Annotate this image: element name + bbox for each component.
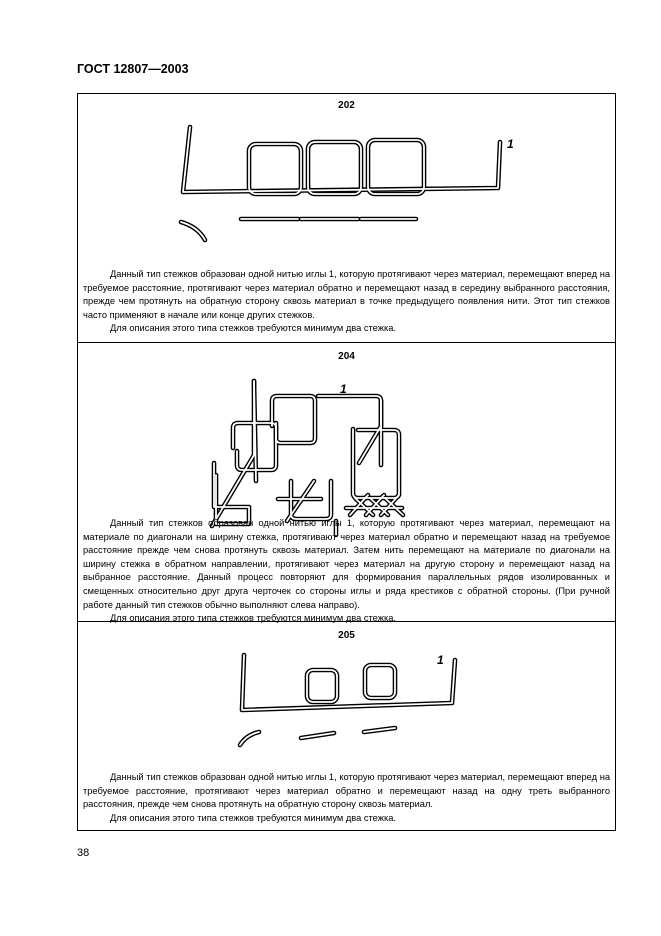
description-note: Для описания этого типа стежков требуются минимум два стежка. <box>110 613 396 624</box>
stitch-table <box>77 93 616 831</box>
needle-thread-label: 1 <box>507 137 514 151</box>
description-paragraph: Данный тип стежков образован одной нитью иглы 1, которую протягивают через материал, перемещают вперед на требуемое расстояние, протягивают через материал обратно и перемещают назад на одну треть выбранного расстояния, прежде чем снова протянуть на обратную сторону сквозь материал. <box>83 772 610 810</box>
section-204 <box>78 343 615 624</box>
stitch-205-diagram <box>78 622 615 762</box>
page-number: 38 <box>77 847 90 859</box>
stitch-204-diagram <box>78 343 615 513</box>
description-paragraph: Данный тип стежков образован одной нитью иглы 1, которую протягивают через материал, перемещают на материале по диагонали на ширину стежка, протягивают через материал обратно и перемещают назад на требуемое расстояние прежде чем снова протянуть сквозь материал. Затем нить перемещают на материале по диагонали на ширину стежка в обратном направлении, протягивают через материал на другую сторону и перемещают назад на выбранное расстояние. Данный процесс повторяют для формирования параллельных рядов изолированных и смещенных относительно друг друга черточек со стороны иглы и ряда крестиков с обратной стороны. (При ручной работе данный тип стежков обычно выполняют слева направо). <box>83 518 610 610</box>
description-paragraph: Данный тип стежков образован одной нитью иглы 1, которую протягивают через материал, перемещают вперед на требуемое расстояние, протягивают через материал обратно и перемещают назад в середину выбранного расстояния, прежде чем протянуть на обратную сторону сквозь материал в точке предыдущего появления нити. Этот тип стежков часто применяют в начале или конце других стежков. <box>83 269 610 320</box>
stitch-202-diagram <box>78 94 615 254</box>
stitch-number: 205 <box>338 630 355 641</box>
description-note: Для описания этого типа стежков требуются минимум два стежка. <box>110 323 396 334</box>
needle-thread-label: 1 <box>437 653 444 667</box>
needle-thread-label: 1 <box>340 382 347 396</box>
section-205 <box>78 622 615 832</box>
stitch-number: 202 <box>338 100 355 111</box>
section-205-description <box>83 771 610 825</box>
stitch-number: 204 <box>338 351 355 362</box>
description-note: Для описания этого типа стежков требуются минимум два стежка. <box>110 812 396 823</box>
section-204-description <box>83 517 610 626</box>
section-202-description <box>83 268 610 336</box>
section-202 <box>78 94 615 346</box>
document-header: ГОСТ 12807—2003 <box>77 62 189 76</box>
